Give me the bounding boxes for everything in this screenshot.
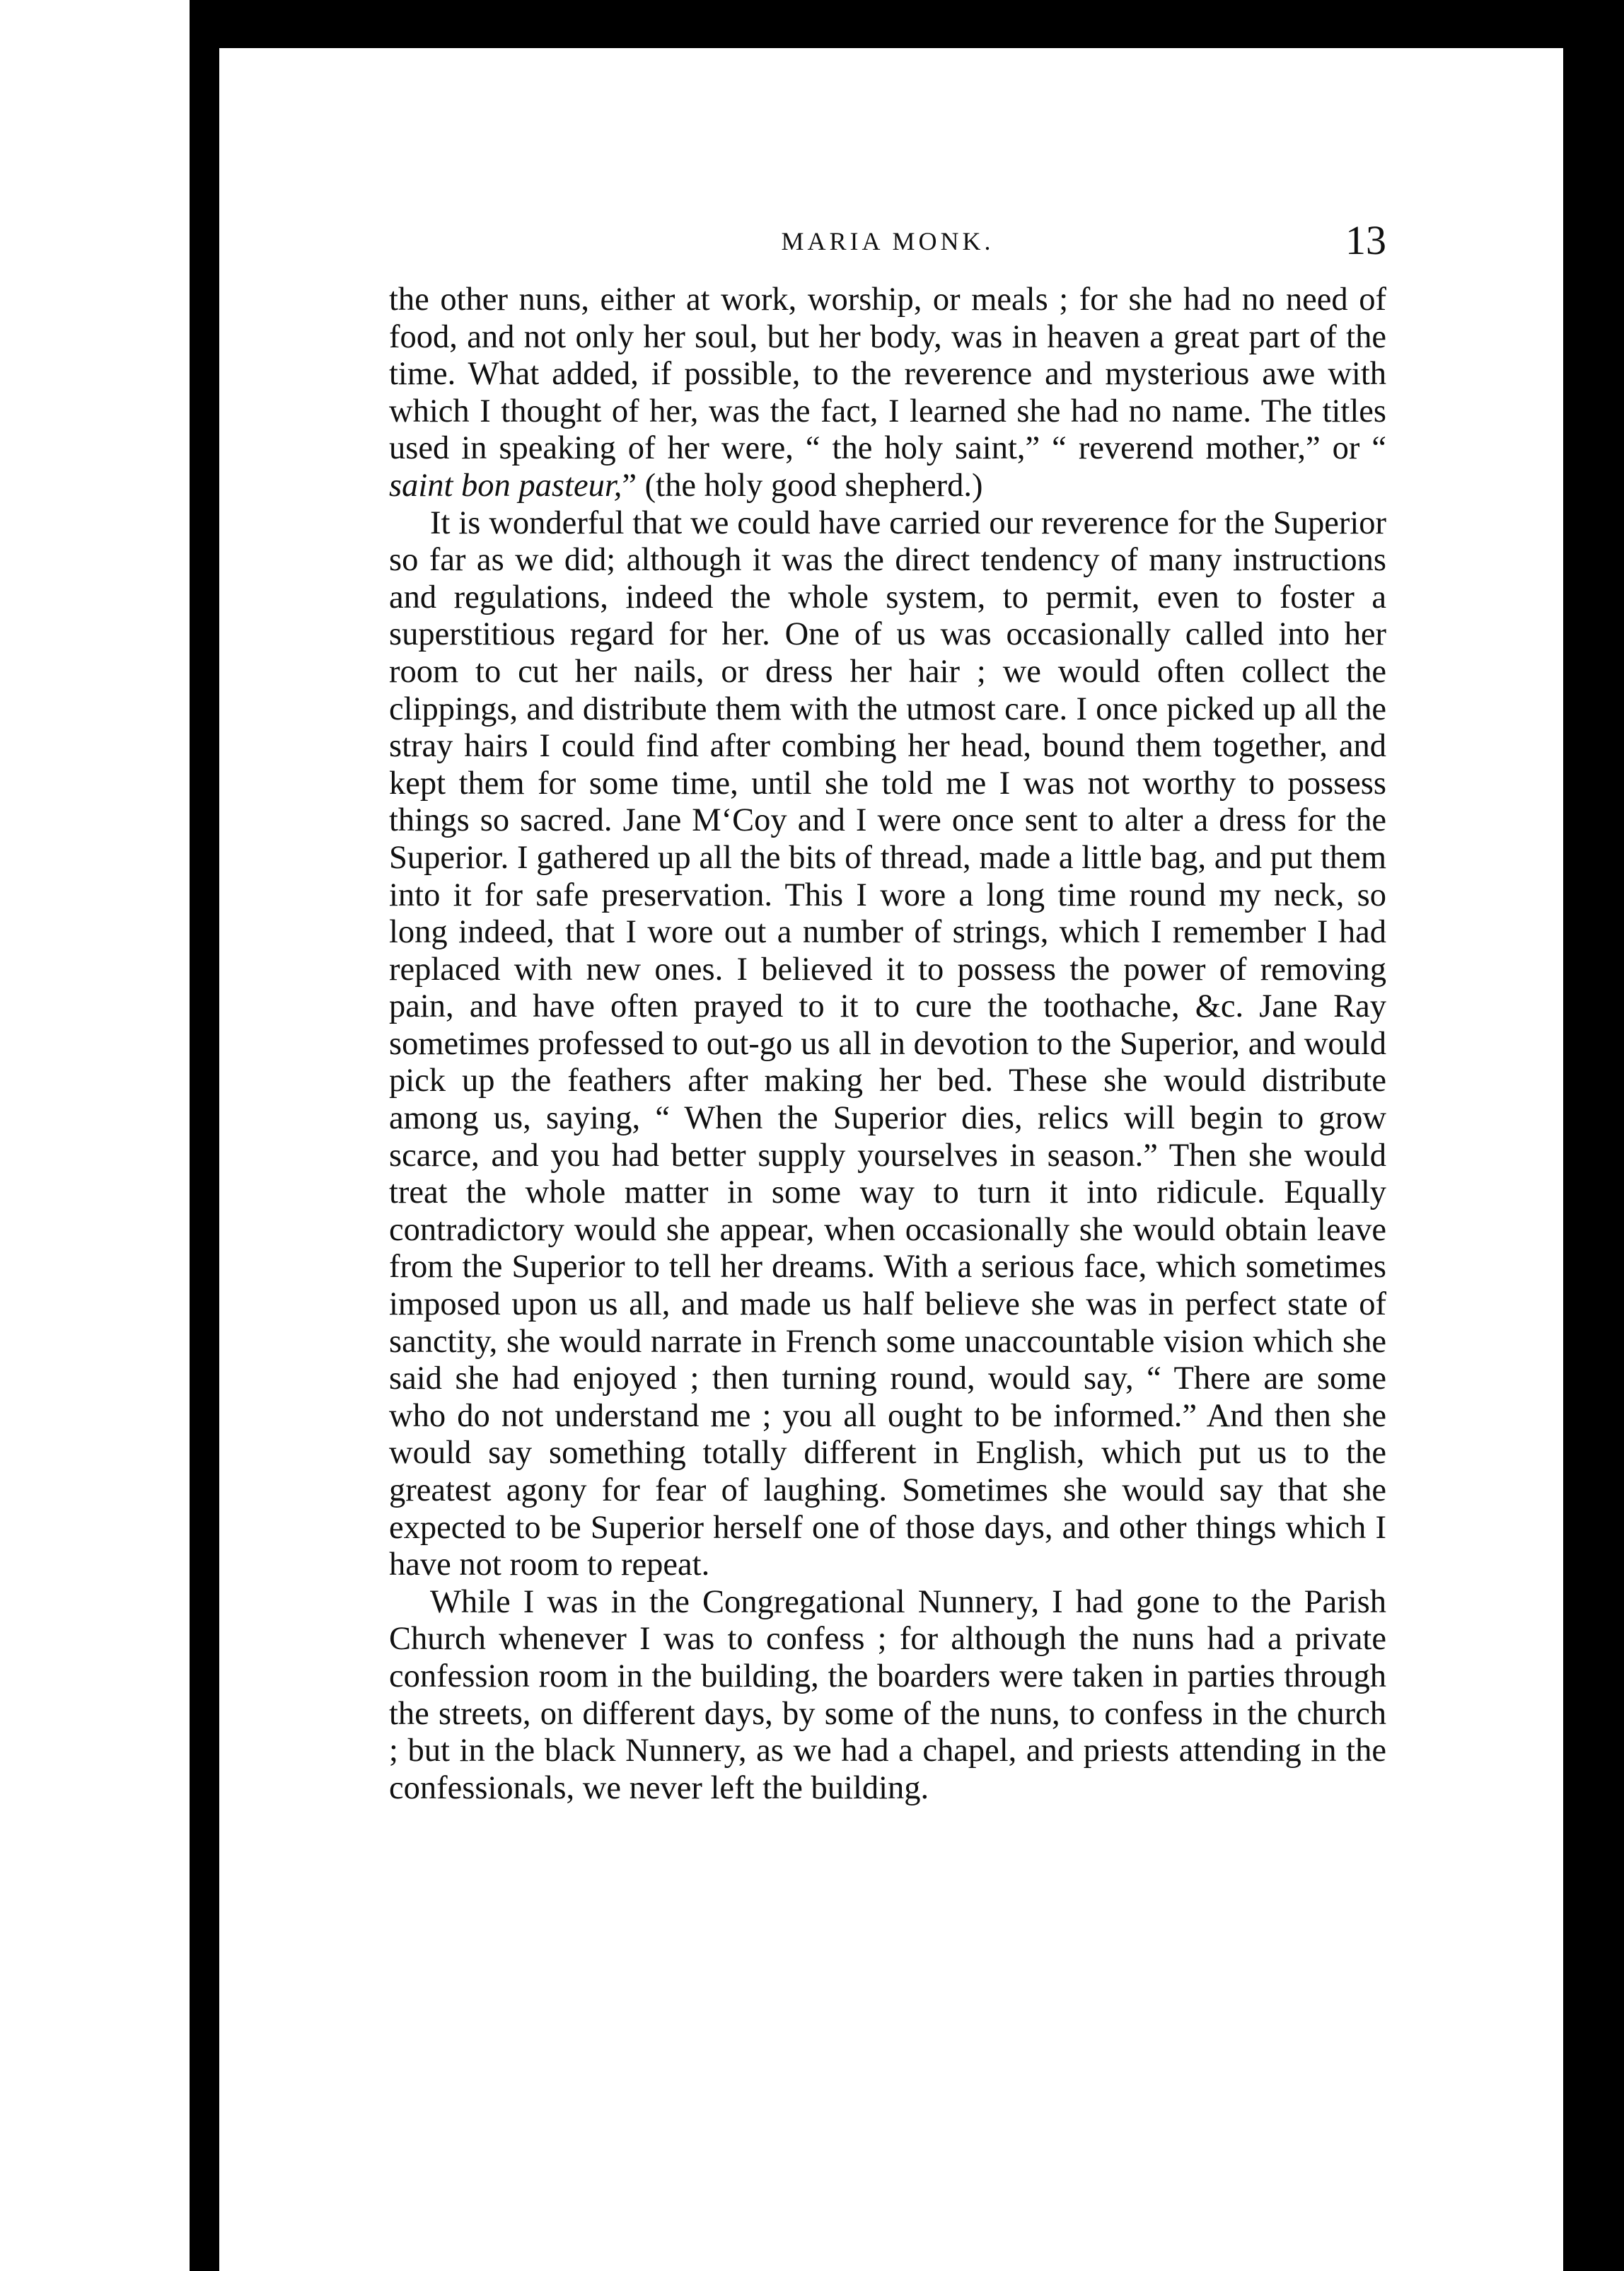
paragraph-3	[389, 1584, 1386, 1808]
italic-phrase: saint bon pasteur,	[389, 467, 622, 504]
left-page-margin	[0, 0, 190, 2271]
page-header	[389, 205, 1386, 269]
paragraph-1	[389, 282, 1386, 505]
book-gutter	[190, 42, 202, 2271]
text-segment: ” (the holy good shepherd.)	[622, 467, 983, 504]
text-segment: It is wonderful that we could have carried our reverence for the Superior so far as we did; although it was the direct tendency of many instructions and regulations, indeed the whole system, to permit, even to foster a superstitious regard for her. One of us was occasionally called into her room to cut her nails, or dress her hair ; we would often collect the clippings, and distribute them with the utmost care. I once picked up all the stray hairs I could find after combing her head, bound them together, and kept them for some time, until she told me I was not worthy to possess things so sacred. Jane M‘Coy and I were once sent to alter a dress for the Superior. I gathered up all the bits of thread, made a little bag, and put them into it for safe preservation. This I wore a long time round my neck, so long indeed, that I wore out a number of strings, which I remember I had replaced with new ones. I believed it to possess the power of removing pain, and have often prayed to it to cure the toothache, &c. Jane Ray sometimes professed to out-go us all in devotion to the Superior, and would pick up the feathers after making her bed. These she would distribute among us, saying, “ When the Superior dies, relics will begin to grow scarce, and you had better supply yourselves in season.” Then she would treat the whole matter in some way to turn it into ridicule. Equally contradictory would she appear, when occasionally she would obtain leave from the Superior to tell her dreams. With a serious face, which sometimes imposed upon us all, and made us half believe she was in perfect state of sanctity, she would narrate in French some unaccountable vision which she said she had enjoyed ; then turning round, would say, “ There are some who do not understand me ; you all ought to be informed.” And then she would say something totally different in English, which put us to the greatest agony for fear of laughing. Sometimes she would say that she expected to be Superior herself one of those days, and other things which I have not room to repeat.	[389, 504, 1386, 1583]
text-segment: the other nuns, either at work, worship, or meals ; for she had no need of food, and not only her soul, but her body, was in heaven a great part of the time. What added, if possible, to the reverence and mysterious awe with which I thought of her, was the fact, I learned she had no name. The titles used in speaking of her were, “ the holy saint,” “ reverend mother,” or “	[389, 282, 1386, 467]
paragraph-2	[389, 505, 1386, 1584]
page-number: 13	[1345, 217, 1386, 263]
running-title: MARIA MONK.	[781, 227, 994, 255]
body-text	[389, 282, 1386, 1807]
text-segment: While I was in the Congregational Nunnery, I had gone to the Parish Church whenever I was to confess ; for although the nuns had a private confession room in the building, the boarders were taken in parties through the streets, on different days, by some of the nuns, to confess in the church ; but in the black Nunnery, as we had a chapel, and priests attending in the confessionals, we never left the building.	[389, 1583, 1386, 1806]
scan-border-right	[1563, 0, 1624, 2271]
